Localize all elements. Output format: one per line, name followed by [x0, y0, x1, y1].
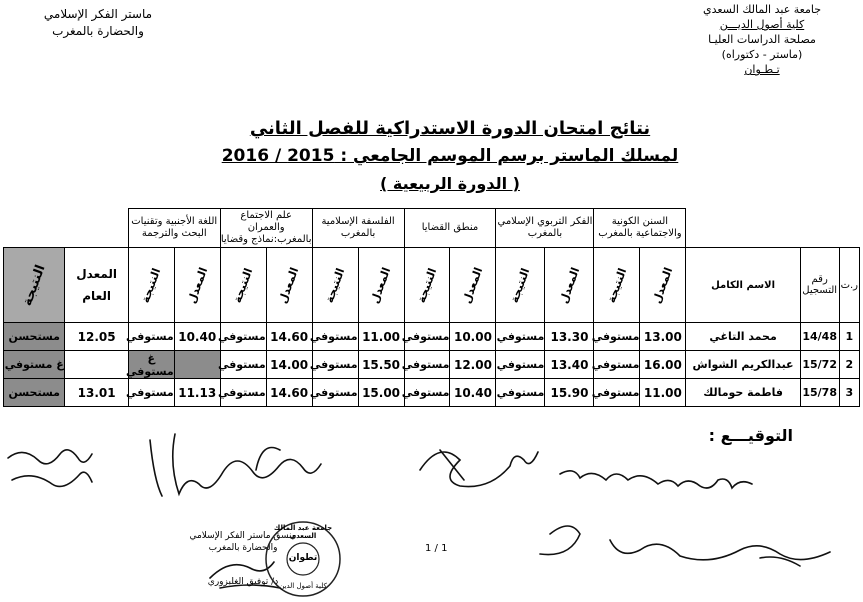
avg-header-5: المعدل — [276, 265, 302, 305]
overall-avg-header: المعدل العام — [65, 248, 128, 323]
module-avg: 14.60 — [266, 379, 312, 407]
module-result: مستوفي — [220, 379, 266, 407]
stamp-inner-text: تطوان — [288, 553, 318, 563]
row-number: 2 — [839, 351, 859, 379]
module-avg — [174, 351, 220, 379]
module-result: مستوفي — [496, 351, 545, 379]
module-header-1: السنن الكونية والاجتماعية بالمغرب — [594, 209, 686, 248]
page-subtitle: لمسلك الماستر برسم الموسم الجامعي : 2015 / 2016 — [221, 146, 679, 166]
module-avg: 11.00 — [640, 379, 686, 407]
module-result: مستوفي — [128, 323, 174, 351]
coordinator-name: د/ توفيق الغلبزوري — [207, 577, 279, 587]
general-result: مستحسن — [4, 379, 65, 407]
signature-label: التوقيـــع : — [708, 426, 793, 445]
module-result: مستوفي — [312, 379, 358, 407]
module-result: مستوفي — [404, 379, 450, 407]
module-result: مستوفي — [220, 323, 266, 351]
session-title: ( الدورة الربيعية ) — [380, 174, 520, 193]
module-avg: 16.00 — [640, 351, 686, 379]
registration-number: 14/48 — [800, 323, 839, 351]
module-avg: 10.40 — [174, 323, 220, 351]
department-name: مصلحة الدراسات العليـا — [708, 33, 816, 46]
module-avg: 12.00 — [450, 351, 496, 379]
module-header-3: منطق القضايا — [404, 209, 496, 248]
module-avg: 10.00 — [450, 323, 496, 351]
module-result: غ مستوفي — [126, 351, 174, 378]
module-avg: 13.00 — [640, 323, 686, 351]
module-avg: 10.40 — [450, 379, 496, 407]
handwritten-signatures — [0, 430, 860, 600]
general-avg: 12.05 — [65, 323, 128, 351]
module-header-2: الفكر التربوي الإسلامي بالمغرب — [496, 209, 594, 248]
result-header-1: النتيجة — [604, 265, 630, 305]
module-result: مستوفي — [312, 351, 358, 379]
module-avg: 11.00 — [358, 323, 404, 351]
col-name-header: الاسم الكامل — [686, 248, 800, 323]
page-title: نتائج امتحان الدورة الاستدراكية للفصل الثاني — [249, 118, 651, 139]
module-avg: 14.60 — [266, 323, 312, 351]
faculty-name: كلية أصول الديـــن — [719, 18, 805, 31]
module-header-5: علم الاجتماع والعمران بالمغرب:نماذج وقضايا — [220, 209, 312, 248]
result-header-6: النتيجة — [138, 265, 164, 305]
coordinator-line-1: منسق ماستر الفكر الإسلامي — [189, 531, 297, 541]
table-row — [4, 379, 860, 407]
row-number: 3 — [839, 379, 859, 407]
result-header-3: النتيجة — [414, 265, 440, 305]
module-avg: 15.50 — [358, 351, 404, 379]
overall-result-header: النتيجة — [19, 262, 49, 308]
result-header-4: النتيجة — [322, 265, 348, 305]
signature-scribble-5 — [540, 526, 830, 566]
general-avg: 13.01 — [65, 379, 128, 407]
module-result: مستوفي — [496, 323, 545, 351]
institution-header — [697, 2, 827, 77]
module-header-row — [4, 209, 860, 248]
module-result: مستوفي — [594, 379, 640, 407]
avg-header-2: المعدل — [556, 265, 582, 305]
module-header-6: اللغة الأجنبية وتقنيات البحث والترجمة — [128, 209, 220, 248]
module-result: مستوفي — [312, 323, 358, 351]
general-result: مستحسن — [4, 323, 65, 351]
city-name: تـطـوان — [744, 63, 780, 76]
program-subname: والحضارة بالمغرب — [52, 24, 144, 38]
student-name: عبدالكريم الشواش — [686, 351, 800, 379]
signature-scribble-1 — [8, 450, 92, 487]
sub-header-row — [4, 248, 860, 323]
university-name: جامعة عبد المالك السعدي — [702, 3, 822, 16]
row-number: 1 — [839, 323, 859, 351]
registration-number: 15/72 — [800, 351, 839, 379]
module-result: مستوفي — [594, 323, 640, 351]
table-row — [4, 323, 860, 351]
general-result: غ مستوفي — [4, 351, 65, 379]
results-table — [3, 208, 860, 407]
module-avg: 13.40 — [545, 351, 594, 379]
signature-scribble-4 — [560, 471, 752, 488]
result-header-5: النتيجة — [230, 265, 256, 305]
general-avg — [65, 351, 128, 379]
module-result: مستوفي — [496, 379, 545, 407]
avg-header-3: المعدل — [460, 265, 486, 305]
module-avg: 14.00 — [266, 351, 312, 379]
signature-scribble-2 — [150, 434, 321, 496]
module-result: مستوفي — [594, 351, 640, 379]
module-header-4: الفلسفة الإسلامية بالمغرب — [312, 209, 404, 248]
col-rt-header: ر.ت — [839, 248, 859, 323]
module-avg: 11.13 — [174, 379, 220, 407]
col-reg-header: رقم التسجيل — [800, 248, 839, 323]
registration-number: 15/78 — [800, 379, 839, 407]
avg-header-4: المعدل — [368, 265, 394, 305]
signature-scribble-3 — [420, 450, 538, 487]
student-name: فاطمة حومالك — [686, 379, 800, 407]
module-avg: 15.00 — [358, 379, 404, 407]
table-row — [4, 351, 860, 379]
program-header — [28, 6, 168, 40]
stamp-outer-text: جامعة عبد المالك السعدي — [273, 524, 333, 540]
program-name: ماستر الفكر الإسلامي — [43, 7, 153, 21]
module-result: مستوفي — [128, 379, 174, 407]
module-result: مستوفي — [404, 351, 450, 379]
module-avg: 13.30 — [545, 323, 594, 351]
stamp-bottom-text: كلية أصول الدين — [279, 582, 327, 590]
page-number: 1 / 1 — [425, 543, 448, 554]
avg-header-6: المعدل — [184, 265, 210, 305]
coordinator-line-2: والحضارة بالمغرب — [208, 543, 278, 553]
result-header-2: النتيجة — [508, 265, 533, 305]
student-name: محمد التاغي — [686, 323, 800, 351]
program-level: (ماستر - دكتوراه) — [721, 48, 803, 61]
university-stamp — [262, 520, 344, 598]
module-result: مستوفي — [220, 351, 266, 379]
avg-header-1: المعدل — [650, 265, 676, 305]
module-result: مستوفي — [404, 323, 450, 351]
module-avg: 15.90 — [545, 379, 594, 407]
